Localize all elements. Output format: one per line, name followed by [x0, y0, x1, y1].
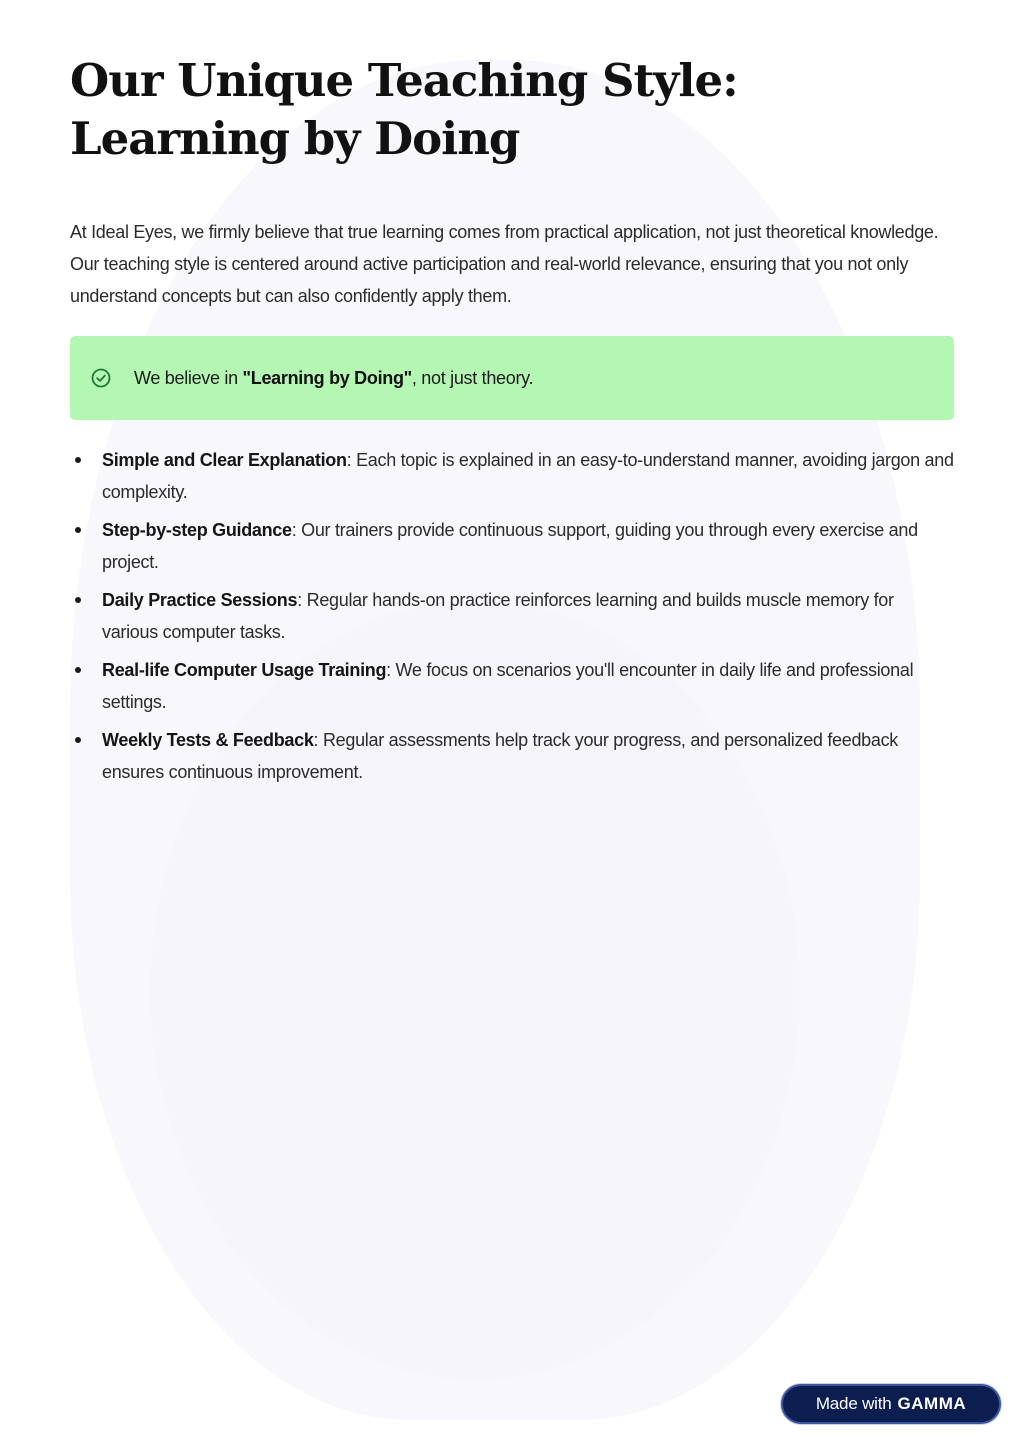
- list-item-text: : We focus on scenarios you'll encounter in daily life and professional settings.: [102, 660, 914, 712]
- list-item-title: Weekly Tests & Feedback: [102, 730, 314, 750]
- document-page: [70, 52, 954, 794]
- callout-box: [70, 336, 954, 420]
- callout-suffix: , not just theory.: [411, 367, 534, 388]
- page-title: Our Unique Teaching Style: Learning by Doing: [70, 54, 738, 165]
- list-item-text: : Regular hands-on practice reinforces learning and builds muscle memory for various computer tasks.: [102, 590, 894, 642]
- list-item: [70, 724, 954, 788]
- gamma-logo: GAMMA: [897, 1394, 967, 1413]
- list-item-title: Real-life Computer Usage Training: [102, 660, 387, 680]
- list-item-text: : Regular assessments help track your progress, and personalized feedback ensures continuous improvement.: [102, 730, 898, 782]
- list-item: [70, 514, 954, 578]
- list-item-title: Daily Practice Sessions: [102, 590, 298, 610]
- features-list: [70, 444, 954, 788]
- intro-paragraph: At Ideal Eyes, we firmly believe that true learning comes from practical application, not just theoretical knowledge. Our teaching style is centered around active participation and real-world relevance, ensuring that you not only understand concepts but can also confidently apply them.: [70, 222, 939, 306]
- bullet-icon: [75, 527, 81, 533]
- bullet-icon: [75, 597, 81, 603]
- callout-emphasis: "Learning by Doing": [242, 367, 412, 388]
- callout-text: [134, 368, 533, 389]
- list-item: [70, 444, 954, 508]
- list-item-text: : Each topic is explained in an easy-to-understand manner, avoiding jargon and complexity.: [102, 450, 954, 502]
- list-item-title: Simple and Clear Explanation: [102, 450, 347, 470]
- list-item: [70, 584, 954, 648]
- made-with-gamma-badge[interactable]: [781, 1384, 1001, 1424]
- callout-prefix: We believe in: [134, 367, 243, 388]
- bullet-icon: [75, 457, 81, 463]
- bullet-icon: [75, 737, 81, 743]
- badge-prefix: Made with: [815, 1394, 892, 1413]
- bullet-icon: [75, 667, 81, 673]
- list-item-text: : Our trainers provide continuous support, guiding you through every exercise and project.: [102, 520, 918, 572]
- list-item-title: Step-by-step Guidance: [102, 520, 292, 540]
- list-item: [70, 654, 954, 718]
- check-circle-icon: [90, 367, 112, 389]
